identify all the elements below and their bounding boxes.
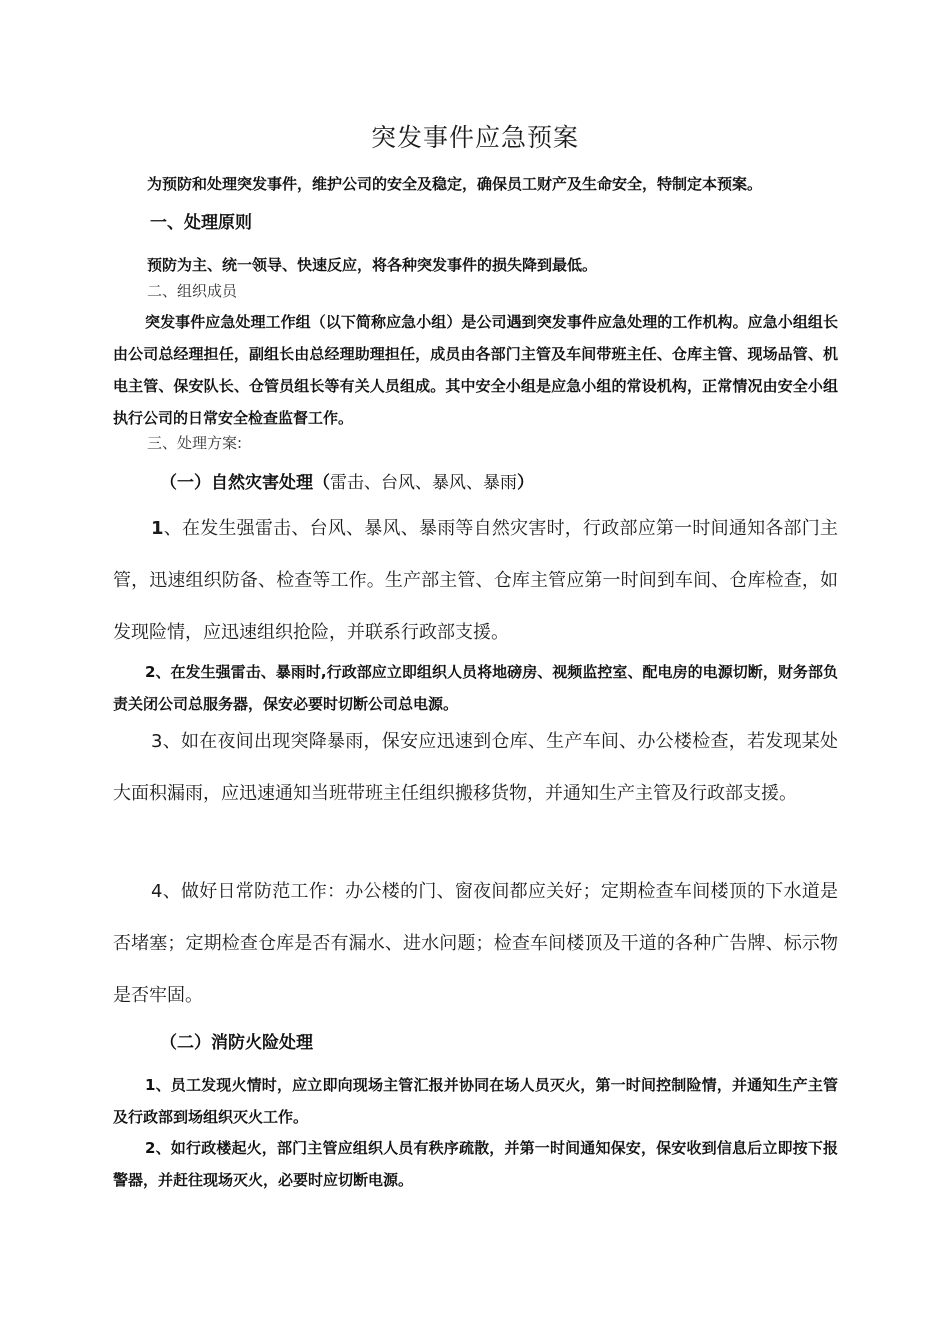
subsection2-heading: （二）消防火险处理 xyxy=(160,1033,313,1053)
section1-heading: 一、处理原则 xyxy=(150,213,252,233)
section1-text: 预防为主、统一领导、快速反应，将各种突发事件的损失降到最低。 xyxy=(147,256,598,274)
section2-text: 突发事件应急处理工作组（以下简称应急小组）是公司遇到突发事件应急处理的工作机构。应急小组组长由公司总经理担任，副组长由总经理助理担任，成员由各部门主管及车间带班主任、仓库主管、现场品管、机电主管、保安队长、仓管员组长等有关人员组成。其中安全小组是应急小组的常设机构，正常情况由安全小组执行公司的日常安全检查监督工作。 xyxy=(113,313,838,427)
document-title: 突发事件应急预案 xyxy=(370,123,579,152)
sub1-item1-text: 、在发生强雷击、台风、暴风、暴雨等自然灾害时，行政部应第一时间通知各部门主管，迅速组织防备、检查等工作。生产部主管、仓库主管应第一时间到车间、仓库检查，如发现险情，应迅速组织抢险，并联系行政部支援。 xyxy=(113,518,838,643)
subsection1-heading xyxy=(160,468,534,493)
sub1-item3: 3、如在夜间出现突降暴雨，保安应迅速到仓库、生产车间、办公楼检查，若发现某处大面积漏雨，应迅速通知当班带班主任组织搬移货物，并通知生产主管及行政部支援。 xyxy=(113,731,838,804)
sub2-item1: 1、员工发现火情时，应立即向现场主管汇报并协同在场人员灭火，第一时间控制险情，并通知生产主管及行政部到场组织灭火工作。 xyxy=(113,1076,838,1126)
intro-paragraph: 为预防和处理突发事件，维护公司的安全及稳定，确保员工财产及生命安全，特制定本预案。 xyxy=(147,175,763,193)
section3-heading: 三、处理方案: xyxy=(147,434,243,452)
subsection1-heading-detail: 雷击、台风、暴风、暴雨 xyxy=(330,473,517,493)
sub1-item4: 4、做好日常防范工作：办公楼的门、窗夜间都应关好；定期检查车间楼顶的下水道是否堵塞；定期检查仓库是否有漏水、进水问题；检查车间楼顶及干道的各种广告牌、标示物是否牢固。 xyxy=(113,881,838,1006)
subsection1-heading-close: ） xyxy=(517,473,534,493)
sub2-item2: 2、如行政楼起火，部门主管应组织人员有秩序疏散，并第一时间通知保安，保安收到信息后立即按下报警器，并赶往现场灭火，必要时应切断电源。 xyxy=(113,1139,838,1189)
sub1-item2: 2、在发生强雷击、暴雨时,行政部应立即组织人员将地磅房、视频监控室、配电房的电源切断，财务部负责关闭公司总服务器，保安必要时切断公司总电源。 xyxy=(113,663,838,713)
sub1-item1 xyxy=(113,503,838,659)
subsection1-heading-bold: （一）自然灾害处理（ xyxy=(160,473,330,493)
section2-heading: 二、组织成员 xyxy=(147,282,238,300)
sub1-item1-number: 1 xyxy=(151,518,164,539)
